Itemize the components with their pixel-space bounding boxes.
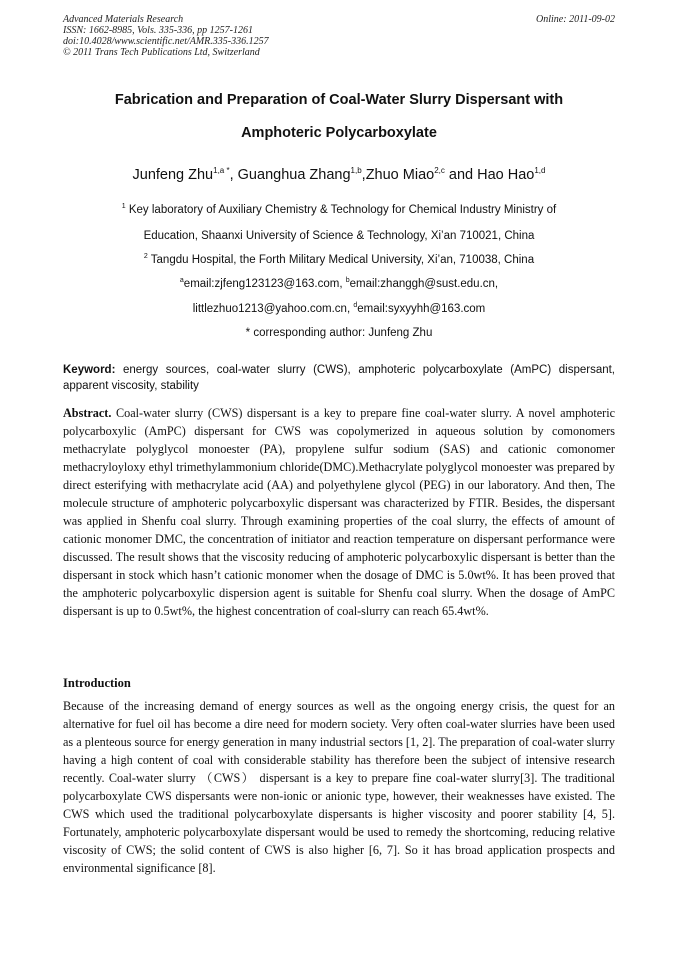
author-sep: , [361,167,366,183]
author-sup: 1,d [534,166,546,175]
introduction-heading: Introduction [63,676,131,690]
corresponding-author: * corresponding author: Junfeng Zhu [245,327,433,339]
paper-title-line-1: Fabrication and Preparation of Coal-Water Slurry Dispersant with [114,92,564,108]
author-sup: 1,a * [213,166,230,175]
email-line-2 [40,302,638,316]
doi-line: doi:10.4028/www.scientific.net/AMR.335-336.1257 [63,36,269,47]
author-name: Junfeng Zhu [132,167,214,183]
author-sep: and [444,167,478,183]
email-b[interactable]: email:zhanggh@sust.edu.cn, [349,278,499,290]
affiliation-text: Key laboratory of Auxiliary Chemistry & Technology for Chemical Industry Ministry of [125,204,557,216]
abstract-label: Abstract. [63,406,112,420]
abstract-text: Coal-water slurry (CWS) dispersant is a key to prepare fine coal-water slurry. A novel amphoteric polycarboxylic (AmPC) dispersant for CWS was copolymerized in aqueous solution by comonomers methacrylate polyglycol monoester (PA), propylene sulfur sodium (SAS) and cationic comonomer methacryloyloxy ethyl trimethylammonium chloride(DMC).Methacrylate polyglycol monoester was prepared by direct esterifying with methacrylate acid (AA) and polyethylene glycol (PEG) in our laboratory. And then, The molecule structure of amphoteric polycarboxylic dispersant was characterized by FTIR. Besides, the dispersant was applied in Shenfu coal slurry. Through examining properties of the coal slurry, the effects of amount of cationic monomer DMC, the concentration of initiator and reaction temperature on dispersant performance were discussed. The result shows that the viscosity reducing of amphoteric polycarboxylic dispersant is better than the dispersant in stock which hasn’t cationic monomer when the dosage of DMC is 5.0wt%. It has been proved that the amphoteric polycarboxylic dispersion agent is suitable for Shenfu coal slurry. When the dosage of AmPC dispersant is up to 0.5wt%, the highest concentration of coal-slurry can reach 65.4wt%. [63,406,615,618]
affiliation-2 [40,253,638,267]
affiliation-1-line-2: Education, Shaanxi University of Science & Technology, Xi’an 710021, China [143,230,535,242]
email-line-1 [40,277,638,291]
email-sup: d [353,302,358,309]
keyword-label: Keyword: [63,364,116,376]
author-name: Hao Hao [477,167,535,183]
affiliation-1-line-1 [40,203,638,217]
email-a[interactable]: email:zjfeng123123@163.com, [183,278,346,290]
email-sup: a [179,277,184,284]
abstract-section [63,404,615,620]
online-date: Online: 2011-09-02 [536,14,615,25]
keyword-text: energy sources, coal-water slurry (CWS), amphoteric polycarboxylate (AmPC) dispersant, apparent viscosity, stability [63,364,615,392]
journal-name: Advanced Materials Research [63,14,184,25]
author-name: Zhuo Miao [365,167,435,183]
journal-header [63,14,615,58]
introduction-text: Because of the increasing demand of energy sources as well as the ongoing energy crisis, the quest for an alternative for fuel oil has become a dire need for modern society. Very often coal-water slurries have been used as a plenteous source for energy generation in many industrial sectors [1, 2]. The preparation of coal-water slurry having a high content of coal with considerable stability has therefore been the subject of intensive research recently. Coal-water slurry （CWS） dispersant is a key to prepare fine coal-water slurry[3]. The traditional polycarboxylate CWS dispersants were non-ionic or anionic type, however, their weaknesses have existed. The CWS which used the traditional polycarboxylate dispersants is higher viscosity and poorer stability [4, 5]. Fortunately, amphoteric polycarboxylate dispersant would be used to remedy the shortcoming, reducing relative viscosity of CWS; the solid content of CWS is also higher [6, 7]. So it has broad application prospects and environmental significance [8]. [63,699,615,875]
affiliation-sup: 2 [143,253,148,260]
author-sep: , [229,167,238,183]
affiliation-text: Tangdu Hospital, the Forth Military Medical University, Xi’an, 710038, China [147,254,535,266]
email-d[interactable]: email:syxyyhh@163.com [357,303,486,315]
email-sup: b [345,277,350,284]
author-sup: 1,b [350,166,362,175]
copyright-line: © 2011 Trans Tech Publications Ltd, Switzerland [63,47,260,58]
keyword-section [63,362,615,394]
paper-title-line-2: Amphoteric Polycarboxylate [241,125,437,141]
affiliation-sup: 1 [121,203,126,210]
author-list [40,166,638,184]
author-sup: 2,c [434,166,445,175]
issn-line: ISSN: 1662-8985, Vols. 335-336, pp 1257-1261 [63,25,253,36]
author-name: Guanghua Zhang [237,167,351,183]
email-c[interactable]: littlezhuo1213@yahoo.com.cn, [192,303,354,315]
